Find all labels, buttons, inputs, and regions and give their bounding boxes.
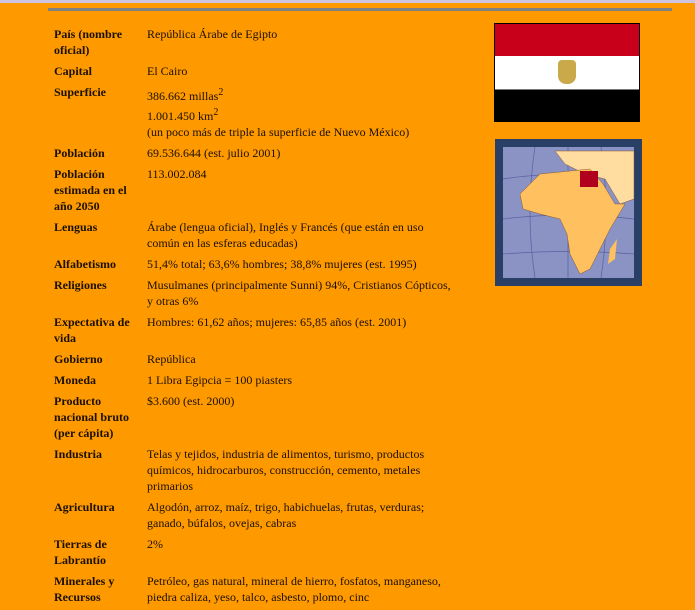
row-value: Algodón, arroz, maíz, trigo, habichuelas, frutas, verduras; ganado, búfalos, ovejas, cabras [147, 500, 425, 530]
table-row [50, 391, 461, 444]
row-label: Población estimada en el año 2050 [54, 167, 127, 213]
row-value: Petróleo, gas natural, mineral de hierro, fosfatos, manganeso, piedra caliza, yeso, talco, asbesto, plomo, cinc [147, 574, 441, 604]
country-facts-table [50, 24, 461, 608]
row-value: $3.600 (est. 2000) [147, 394, 235, 408]
row-label: Superficie [54, 85, 106, 99]
row-value: Musulmanes (principalmente Sunni) 94%, Cristianos Cópticos, y otras 6% [147, 278, 451, 308]
top-border [0, 0, 695, 3]
table-row [50, 534, 461, 571]
row-label: Tierras de Labrantío [54, 537, 107, 567]
area-line: 1.001.450 km [147, 109, 214, 123]
row-value [143, 82, 461, 143]
table-row [50, 217, 461, 254]
row-value: República [147, 352, 196, 366]
table-row [50, 164, 461, 217]
row-value: Telas y tejidos, industria de alimentos, turismo, productos químicos, hidrocarburos, construcción, cemento, metales primarios [147, 447, 425, 493]
eagle-emblem-icon [558, 60, 576, 84]
row-label: Gobierno [54, 352, 103, 366]
area-line: 386.662 millas [147, 89, 219, 103]
table-row [50, 254, 461, 275]
table-row [50, 444, 461, 497]
table-row [50, 82, 461, 143]
row-value: 51,4% total; 63,6% hombres; 38,8% mujeres (est. 1995) [147, 257, 417, 271]
row-label: Agricultura [54, 500, 115, 514]
row-label: Alfabetismo [54, 257, 116, 271]
row-label: Minerales y Recursos [54, 574, 115, 604]
row-value: 1 Libra Egipcia = 100 piasters [147, 373, 293, 387]
table-row [50, 24, 461, 61]
table-row [50, 370, 461, 391]
table-row [50, 275, 461, 312]
row-label: País (nombre oficial) [54, 27, 123, 57]
row-label: Capital [54, 64, 93, 78]
superscript: 2 [213, 107, 219, 118]
row-label: Población [54, 146, 105, 160]
row-label: Moneda [54, 373, 96, 387]
row-value: Hombres: 61,62 años; mujeres: 65,85 años (est. 2001) [147, 315, 407, 329]
row-label: Producto nacional bruto (per cápita) [54, 394, 130, 440]
row-value: Árabe (lengua oficial), Inglés y Francés (que están en uso común en las esferas educadas) [147, 220, 424, 250]
area-line: (un poco más de triple la superficie de Nuevo México) [147, 125, 410, 139]
table-row [50, 61, 461, 82]
horizontal-rule [48, 8, 672, 11]
table-row [50, 143, 461, 164]
row-label: Religiones [54, 278, 107, 292]
table-row [50, 312, 461, 349]
superscript: 2 [218, 87, 224, 98]
row-label: Industria [54, 447, 103, 461]
table-row [50, 349, 461, 370]
row-label: Lenguas [54, 220, 98, 234]
row-value: 69.536.644 (est. julio 2001) [147, 146, 281, 160]
row-value: 113.002.084 [147, 167, 207, 181]
row-value: República Árabe de Egipto [147, 27, 278, 41]
table-row [50, 571, 461, 608]
egypt-flag-image [494, 23, 640, 122]
row-value: 2% [147, 537, 163, 551]
table-row [50, 497, 461, 534]
row-label: Expectativa de vida [54, 315, 130, 345]
row-value: El Cairo [147, 64, 188, 78]
africa-locator-map [495, 139, 642, 286]
